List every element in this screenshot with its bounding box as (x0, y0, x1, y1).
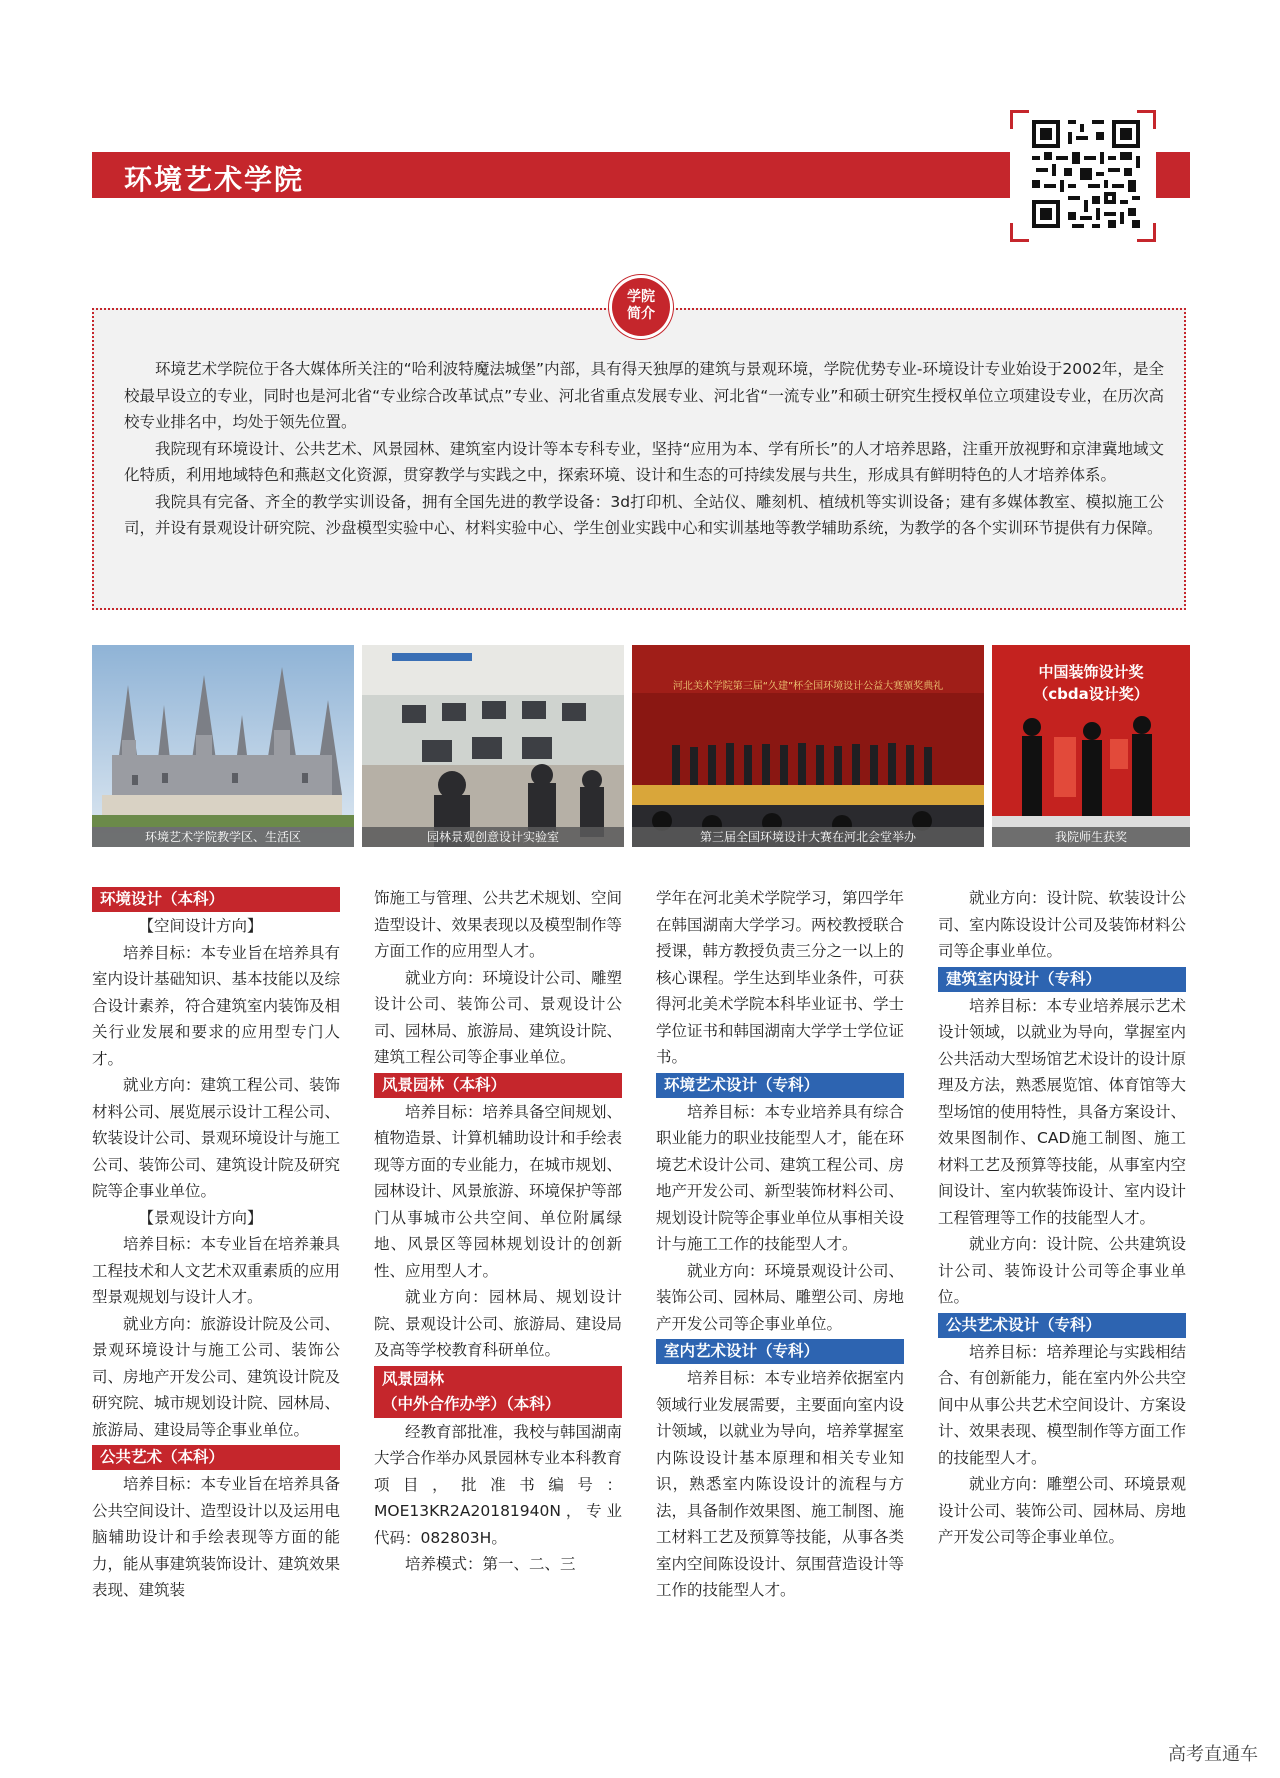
major-header: 室内艺术设计（专科） (656, 1339, 904, 1364)
major-header-line: 风景园林 (382, 1369, 445, 1388)
major-paragraph: 就业方向：环境设计公司、雕塑设计公司、装饰公司、景观设计公司、园林局、旅游局、建筑设计院、建筑工程公司等企事业单位。 (374, 968, 623, 1066)
qr-code-icon[interactable] (1032, 120, 1140, 228)
major-paragraph: 培养目标：本专业培养具有综合职业能力的职业技能型人才，能在环境艺术设计公司、建筑工程公司、房地产开发公司、新型装饰材料公司、规划设计院等企事业单位从事相关设计与施工工作的技能型人才。 (656, 1102, 905, 1253)
major-paragraph: 就业方向：设计院、公共建筑设计公司、装饰设计公司等企事业单位。 (938, 1235, 1187, 1306)
photo-design-lab (362, 645, 624, 847)
intro-paragraph: 环境艺术学院位于各大媒体所关注的“哈利波特魔法城堡”内部，具有得天独厚的建筑与景观环境，学院优势专业-环境设计专业始设于2002年，是全校最早设立的专业，同时也是河北省“专业综合改革试点”专业、河北省重点发展专业、河北省“一流专业”和硕士研究生授权单位立项建设专业，在历次高校专业排名中，均处于领先位置。 (124, 360, 1164, 431)
intro-paragraph: 我院现有环境设计、公共艺术、风景园林、建筑室内设计等本专科专业，坚持“应用为本、学有所长”的人才培养思路，注重开放视野和京津冀地域文化特质，利用地域特色和燕赵文化资源，贯穿教学与实践之中，探索环境、设计和生态的可持续发展与共生，形成具有鲜明特色的人才培养体系。 (124, 439, 1164, 484)
major-paragraph: 就业方向：建筑工程公司、装饰材料公司、展览展示设计工程公司、软装设计公司、景观环境设计与施工公司、装饰公司、建筑设计院及研究院等企事业单位。 (92, 1076, 341, 1200)
ceremony-banner-text: 河北美术学院第三届“久建”杯全国环境设计公益大赛颁奖典礼 (672, 681, 944, 692)
photo-campus-castle (92, 645, 354, 847)
major-paragraph: 经教育部批准，我校与韩国湖南大学合作举办风景园林专业本科教育项目，批准书编号：MOE13KR2A20181940N，专业代码：082803H。 (374, 1422, 623, 1547)
major-header (374, 1366, 622, 1418)
photo-award-ceremony (632, 645, 984, 847)
major-paragraph: 就业方向：设计院、软装设计公司、室内陈设设计公司及装饰材料公司等企事业单位。 (938, 889, 1187, 960)
major-paragraph: 培养目标：本专业旨在培养兼具工程技术和人文艺术双重素质的应用型景观规划与设计人才。 (92, 1235, 341, 1306)
direction-subheading: 【景观设计方向】 (138, 1208, 263, 1227)
award-title-text: 中国装饰设计奖 (1038, 663, 1144, 681)
major-column-4 (938, 885, 1186, 1551)
photo-award-winners (992, 645, 1190, 847)
major-paragraph: 培养目标：本专业培养依据室内领域行业发展需要，主要面向室内设计领域，以就业为导向，培养掌握室内陈设设计基本原理和相关专业知识，熟悉室内陈设设计的流程与方法，具备制作效果图、施工制图、施工材料工艺及预算等技能，从事各类室内空间陈设设计、氛围营造设计等工作的技能型人才。 (656, 1369, 905, 1599)
major-header: 风景园林（本科） (374, 1073, 622, 1098)
major-paragraph: 学年在河北美术学院学习，第四学年在韩国湖南大学学习。两校教授联合授课，韩方教授负责三分之一以上的核心课程。学生达到毕业条件，可获得河北美术学院本科毕业证书、学士学位证书和韩国湖南大学学士学位证书。 (656, 889, 905, 1066)
major-paragraph: 就业方向：园林局、规划设计院、景观设计公司、旅游局、建设局及高等学校教育科研单位。 (374, 1288, 623, 1359)
major-paragraph: 培养模式：第一、二、三 (405, 1555, 576, 1573)
award-subtitle-text: （cbda设计奖） (1033, 685, 1149, 703)
photo-caption: 第三届全国环境设计大赛在河北会堂举办 (632, 827, 984, 847)
badge-text-line1: 学院 (627, 289, 655, 305)
frame-corner (1010, 223, 1029, 242)
major-paragraph: 培养目标：本专业旨在培养具备公共空间设计、造型设计以及运用电脑辅助设计和手绘表现等方面的能力，能从事建筑装饰设计、建筑效果表现、建筑装 (92, 1475, 341, 1599)
major-header: 建筑室内设计（专科） (938, 967, 1186, 992)
badge-text-line2: 简介 (627, 306, 655, 322)
frame-corner (1010, 110, 1029, 129)
intro-badge (612, 278, 670, 336)
direction-subheading: 【空间设计方向】 (138, 917, 263, 935)
major-paragraph: 培养目标：培养具备空间规划、植物造景、计算机辅助设计和手绘表现等方面的专业能力，在城市规划、园林设计、风景旅游、环境保护等部门从事城市公共空间、单位附属绿地、风景区等园林规划设计的创新性、应用型人才。 (374, 1102, 623, 1280)
college-title: 环境艺术学院 (124, 163, 305, 196)
major-paragraph: 就业方向：环境景观设计公司、装饰公司、园林局、雕塑公司、房地产开发公司等企事业单位。 (656, 1261, 905, 1333)
major-header: 公共艺术设计（专科） (938, 1313, 1186, 1338)
photo-caption: 园林景观创意设计实验室 (362, 827, 624, 847)
major-header: 环境艺术设计（专科） (656, 1073, 904, 1098)
major-header: 公共艺术（本科） (92, 1445, 340, 1470)
intro-text (124, 356, 1164, 542)
major-paragraph: 培养目标：本专业培养展示艺术设计领域，以就业为导向，掌握室内公共活动大型场馆艺术设计的设计原理及方法，熟悉展览馆、体育馆等大型场馆的使用特性，具备方案设计、效果图制作、CAD施工制图、施工材料工艺及预算等技能，从事室内空间设计、室内软装饰设计、室内设计工程管理等工作的技能型人才。 (938, 996, 1187, 1227)
major-column-1 (92, 885, 340, 1604)
footer-brand: 高考直通车 (1168, 1744, 1258, 1765)
major-header: 环境设计（本科） (92, 887, 340, 912)
intro-paragraph: 我院具有完备、齐全的教学实训设备，拥有全国先进的教学设备：3d打印机、全站仪、雕刻机、植绒机等实训设备；建有多媒体教室、模拟施工公司，并设有景观设计研究院、沙盘模型实验中心、材料实验中心、学生创业实践中心和实训基地等教学辅助系统，为教学的各个实训环节提供有力保障。 (124, 492, 1164, 537)
qr-code-frame (1010, 110, 1156, 242)
photo-caption: 环境艺术学院教学区、生活区 (92, 827, 354, 847)
major-column-3 (656, 885, 904, 1604)
photo-strip (92, 645, 1190, 847)
major-paragraph: 培养目标：本专业旨在培养具有室内设计基础知识、基本技能以及综合设计素养，符合建筑室内装饰及相关行业发展和要求的应用型专门人才。 (92, 943, 341, 1068)
photo-caption: 我院师生获奖 (992, 827, 1190, 847)
major-paragraph: 就业方向：旅游设计院及公司、景观环境设计与施工公司、装饰公司、房地产开发公司、建筑设计院及研究院、城市规划设计院、园林局、旅游局、建设局等企事业单位。 (92, 1314, 341, 1439)
major-paragraph: 就业方向：雕塑公司、环境景观设计公司、装饰公司、园林局、房地产开发公司等企事业单位。 (938, 1475, 1187, 1546)
major-paragraph: 饰施工与管理、公共艺术规划、空间造型设计、效果表现以及模型制作等方面工作的应用型人才。 (374, 889, 623, 960)
major-paragraph: 培养目标：培养理论与实践相结合、有创新能力，能在室内外公共空间中从事公共艺术空间设计、方案设计、效果表现、模型制作等方面工作的技能型人才。 (938, 1342, 1187, 1467)
major-column-2 (374, 885, 622, 1578)
major-header-line: （中外合作办学）（本科） (382, 1394, 561, 1413)
